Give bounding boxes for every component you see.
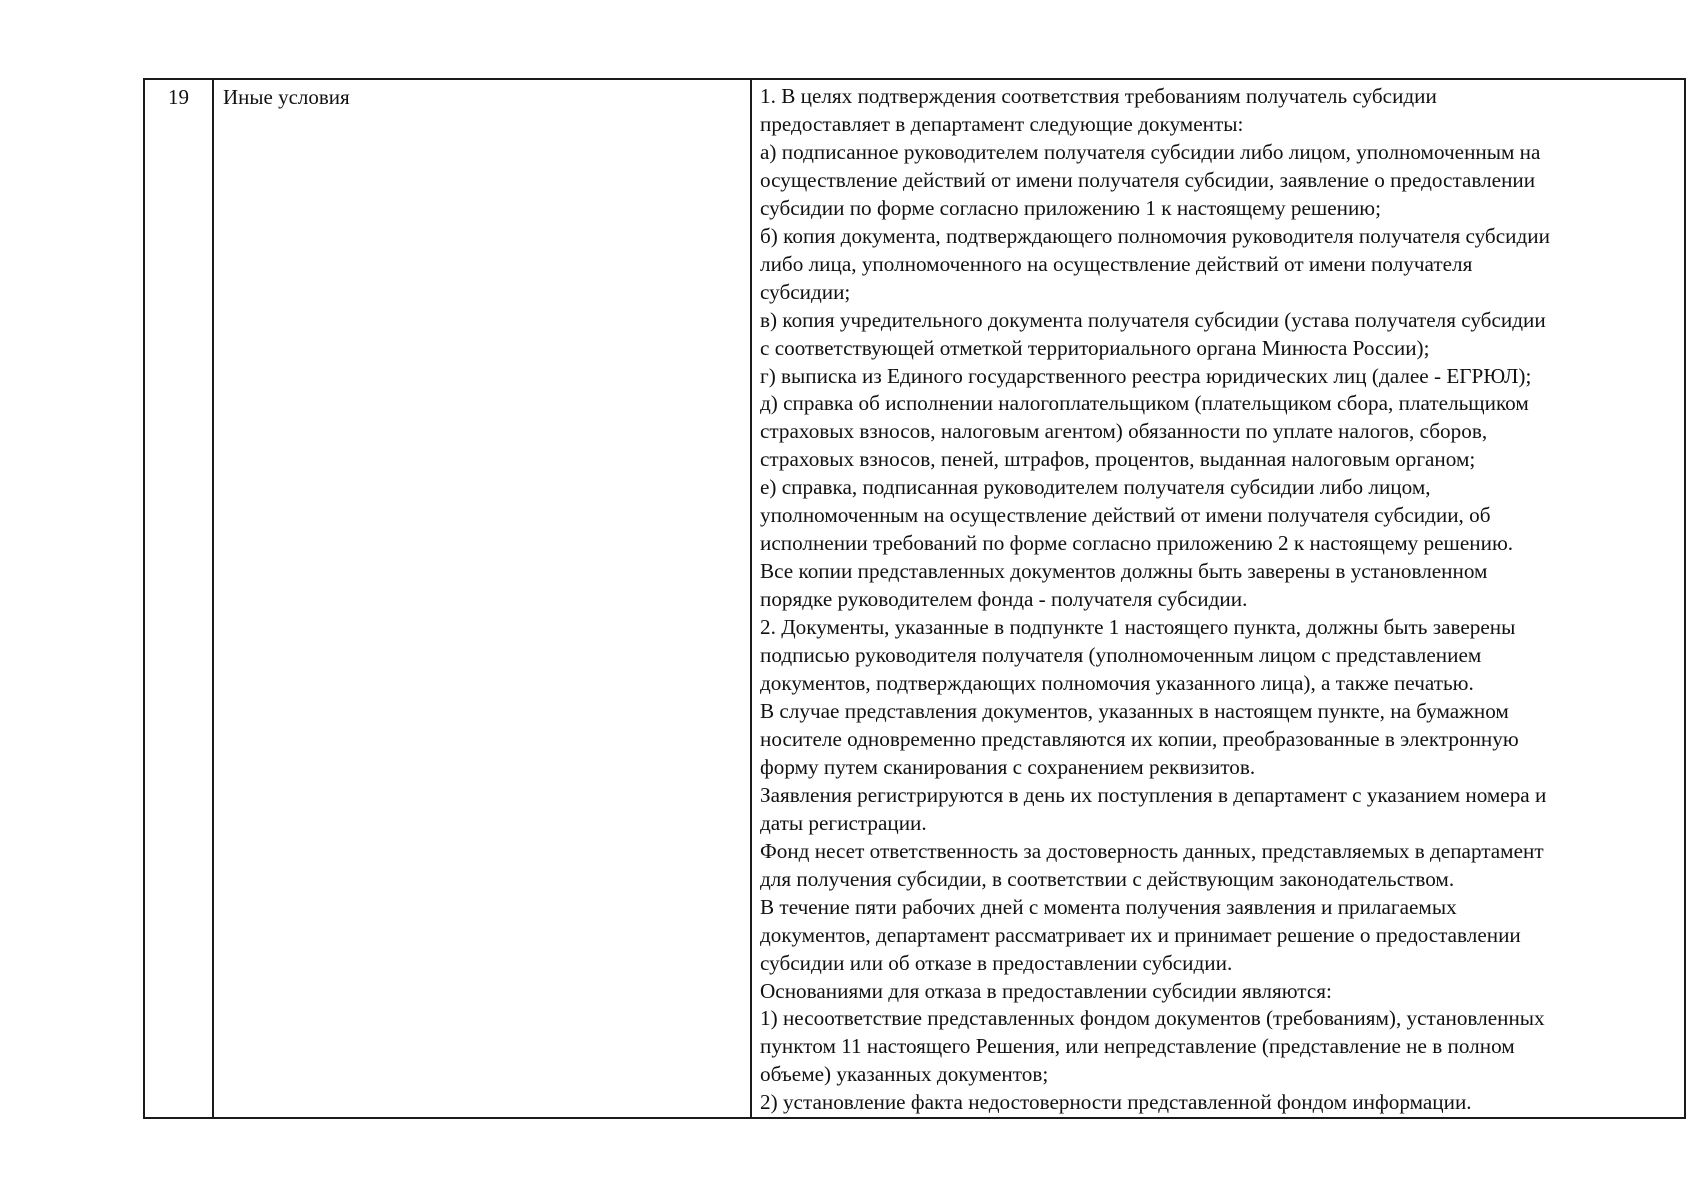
content-line: Основаниями для отказа в предоставлении субсидии являются: (760, 978, 1332, 1003)
content-line: исполнении требований по форме согласно приложению 2 к настоящему решению. (760, 531, 1514, 556)
content-line: 2. Документы, указанные в подпункте 1 настоящего пункта, должны быть заверены (760, 615, 1516, 640)
content-line: Фонд несет ответственность за достоверность данных, представляемых в департамент (760, 838, 1544, 863)
content-line: 1) несоответствие представленных фондом документов (требованиям), установленных (760, 1006, 1545, 1031)
table-row (144, 79, 1685, 1118)
content-line: субсидии или об отказе в предоставлении субсидии. (760, 950, 1233, 975)
content-line: порядке руководителем фонда - получателя субсидии. (760, 587, 1248, 612)
content-line: для получения субсидии, в соответствии с действующим законодательством. (760, 866, 1455, 891)
content-line: пунктом 11 настоящего Решения, или непредставление (представление не в полном (760, 1034, 1515, 1059)
conditions-table (143, 78, 1686, 1119)
row-number: 19 (144, 79, 213, 1118)
content-line: Все копии представленных документов должны быть заверены в установленном (760, 559, 1488, 584)
content-line: д) справка об исполнении налогоплательщиком (плательщиком сбора, плательщиком (760, 391, 1529, 416)
content-line: носителе одновременно представляются их копии, преобразованные в электронную (760, 726, 1519, 751)
content-line: подписью руководителя получателя (уполномоченным лицом с представлением (760, 643, 1482, 668)
content-line: В случае представления документов, указанных в настоящем пункте, на бумажном (760, 698, 1509, 723)
content-line: с соответствующей отметкой территориального органа Минюста России); (760, 335, 1430, 360)
content-line: 2) установление факта недостоверности представленной фондом информации. (760, 1090, 1472, 1115)
content-line: е) справка, подписанная руководителем получателя субсидии либо лицом, (760, 475, 1431, 500)
content-line: В течение пяти рабочих дней с момента получения заявления и прилагаемых (760, 894, 1457, 919)
row-content (751, 79, 1685, 1118)
content-line: объеме) указанных документов; (760, 1062, 1049, 1087)
content-line: форму путем сканирования с сохранением реквизитов. (760, 754, 1256, 779)
content-line: а) подписанное руководителем получателя субсидии либо лицом, уполномоченным на (760, 139, 1541, 164)
content-line: страховых взносов, налоговым агентом) обязанности по уплате налогов, сборов, (760, 419, 1488, 444)
content-line: Заявления регистрируются в день их поступления в департамент с указанием номера и (760, 782, 1547, 807)
content-line: документов, департамент рассматривает их и принимает решение о предоставлении (760, 922, 1521, 947)
content-line: осуществление действий от имени получателя субсидии, заявление о предоставлении (760, 167, 1536, 192)
content-line: предоставляет в департамент следующие документы: (760, 111, 1244, 136)
content-line: либо лица, уполномоченного на осуществление действий от имени получателя (760, 251, 1473, 276)
row-name: Иные условия (213, 79, 751, 1118)
content-line: субсидии; (760, 279, 851, 304)
content-line: документов, подтверждающих полномочия указанного лица), а также печатью. (760, 671, 1474, 696)
content-line: б) копия документа, подтверждающего полномочия руководителя получателя субсидии (760, 223, 1550, 248)
content-line: субсидии по форме согласно приложению 1 к настоящему решению; (760, 195, 1382, 220)
content-line: уполномоченным на осуществление действий от имени получателя субсидии, об (760, 503, 1491, 528)
content-line: в) копия учредительного документа получателя субсидии (устава получателя субсидии (760, 307, 1546, 332)
content-line: 1. В целях подтверждения соответствия требованиям получатель субсидии (760, 84, 1437, 108)
content-line: г) выписка из Единого государственного реестра юридических лиц (далее - ЕГРЮЛ); (760, 363, 1532, 388)
content-line: даты регистрации. (760, 810, 927, 835)
content-line: страховых взносов, пеней, штрафов, процентов, выданная налоговым органом; (760, 447, 1476, 472)
